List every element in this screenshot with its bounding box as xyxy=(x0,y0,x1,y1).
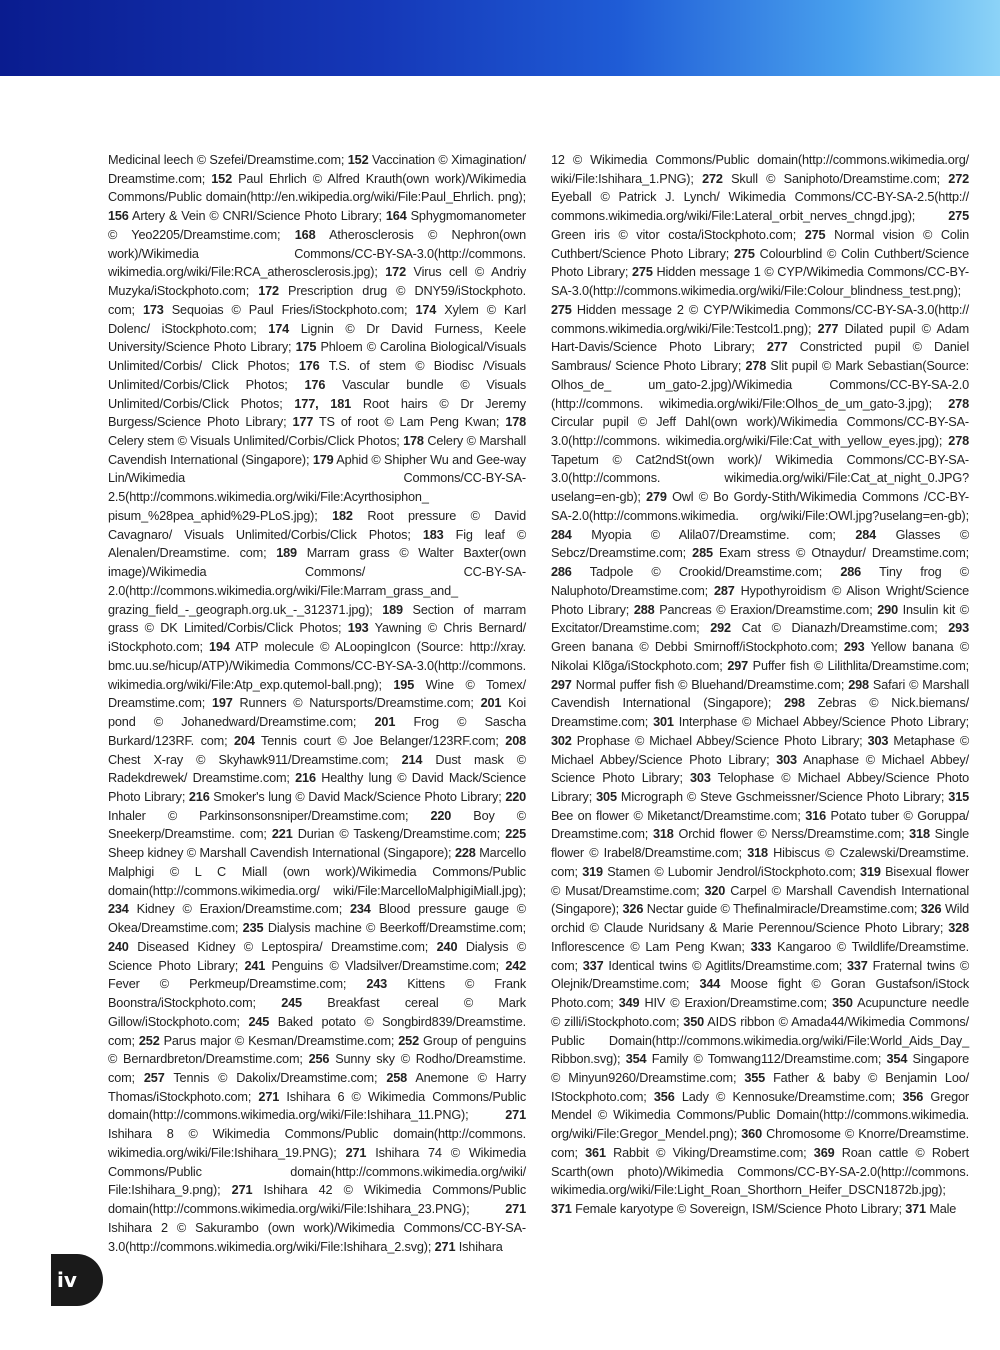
credit-page-number: 221 xyxy=(271,827,293,842)
credit-text: Sphygmomanometer © Yeo2205/Dreamstime.com; xyxy=(108,209,526,242)
credit-page-number: 178 xyxy=(403,434,424,449)
credit-page-number: 284 xyxy=(855,527,877,542)
credit-text: Nectar guide © Thefinalmiracle/Dreamstime.com; xyxy=(646,902,918,917)
credit-page-number: 301 xyxy=(653,715,674,730)
credit-text: Durian © Taskeng/Dreamstime.com; xyxy=(297,827,501,842)
credit-page-number: 337 xyxy=(582,958,604,973)
credit-page-number: 257 xyxy=(143,1070,165,1085)
credit-text: Ishihara xyxy=(458,1239,503,1254)
credit-page-number: 277 xyxy=(766,340,788,355)
credit-text: Roan cattle © Robert Scarth(own photo)/Wikimedia Commons/CC-BY-SA-2.0(http://commons. wikimedia.org/wiki/File:Light_Roan_Shorthorn_Heifer_DSCN1872b.jpg); xyxy=(551,1145,970,1198)
credit-text: Tadpole © Crookid/Dreamstime.com; xyxy=(589,565,823,580)
credit-page-number: 275 xyxy=(948,209,969,224)
credit-text: Healthy lung © David Mack/Science Photo Library; xyxy=(108,771,526,804)
credit-text: Chromosome © Knorre/Dreamstime. com; xyxy=(551,1127,970,1160)
credit-page-number: 356 xyxy=(653,1089,675,1104)
credit-page-number: 241 xyxy=(244,958,266,973)
credit-text: Medicinal leech © Szefei/Dreamstime.com; xyxy=(108,153,345,167)
credit-entry xyxy=(653,715,969,729)
credit-page-number: 360 xyxy=(741,1127,762,1142)
credit-text: Prophase © Michael Abbey/Science Photo Library; xyxy=(576,733,863,748)
credit-text: Orchid flower © Nerss/Dreamstime.com; xyxy=(678,827,905,842)
credit-text: Ishihara 74 © Wikimedia Commons/Public domain(http://commons.wikimedia.org/wiki/ File:Ishihara_9.png); xyxy=(108,1145,526,1198)
credit-entry xyxy=(551,565,822,579)
credit-entry xyxy=(653,827,904,841)
credit-text: Tennis © Dakolix/Dreamstime.com; xyxy=(173,1070,378,1085)
credit-text: Blood pressure gauge © Okea/Dreamstime.com; xyxy=(108,902,526,936)
credit-entry xyxy=(654,1090,895,1104)
credit-page-number: 350 xyxy=(683,1014,705,1029)
credit-page-number: 174 xyxy=(268,321,290,336)
credit-entry xyxy=(692,546,969,560)
credit-page-number: 275 xyxy=(551,302,572,317)
credit-page-number: 284 xyxy=(551,527,572,542)
credit-text: Sequoias © Paul Fries/iStockphoto.com; xyxy=(171,302,408,317)
credit-page-number: 272 xyxy=(948,171,970,186)
credit-page-number: 201 xyxy=(374,715,396,730)
credit-text: 12 © Wikimedia Commons/Public domain(http://commons.wikimedia.org/ wiki/File:Ishihara_1.PNG); xyxy=(551,153,969,186)
credit-text: Dialysis machine © Beerkoff/Dreamstime.com; xyxy=(267,921,527,936)
credit-page-number: 194 xyxy=(209,640,230,655)
credit-entry xyxy=(435,1240,503,1254)
credit-page-number: 279 xyxy=(646,490,667,505)
credit-page-number: 197 xyxy=(211,696,233,711)
credit-page-number: 164 xyxy=(385,209,407,224)
credit-text: Green banana © Debbi Smirnoff/iStockphoto.com; xyxy=(551,640,838,655)
credit-text: Metaphase © Michael Abbey/Science Photo Library; xyxy=(551,733,970,767)
credit-page-number: 189 xyxy=(382,602,403,617)
credit-text: Slit pupil © Mark Sebastian(Source: Olhos_de_ um_gato-2.jpg)/Wikimedia Commons/CC-BY-SA-2.0 (http://commons. wikimedia.org/wiki/File:Olhos_de_um_gato-3.jpg); xyxy=(551,359,969,411)
credit-page-number: 176 xyxy=(298,359,320,374)
credit-page-number: 208 xyxy=(505,733,527,748)
credit-text: Singapore © Minyun9260/Dreamstime.com; xyxy=(551,1052,970,1085)
credit-text: Aphid © Shipher Wu and Gee-way Lin/Wikimedia Commons/CC-BY-SA- 2.5(http://commons.wikimedia.org/wiki/File:Acyrthosiphon_ pisum_%28pea_aphid%29-PLoS.jpg); xyxy=(108,452,526,523)
credit-text: Safari © Marshall Cavendish International (Singapore); xyxy=(551,677,970,711)
credit-text: Vascular bundle © Visuals Unlimited/Corbis/Click Photos; xyxy=(108,377,527,411)
credit-entry xyxy=(727,659,969,673)
credit-text: Glasses © Sebcz/Dreamstime.com; xyxy=(551,527,970,561)
credit-entry xyxy=(139,1034,394,1048)
credit-page-number: 369 xyxy=(813,1145,835,1160)
credit-text: Interphase © Michael Abbey/Science Photo Library; xyxy=(678,715,970,730)
credit-page-number: 328 xyxy=(948,921,969,936)
credit-page-number: 350 xyxy=(832,996,853,1011)
credit-text: Normal vision © Colin Cuthbert/Science Photo Library; xyxy=(551,227,970,261)
credit-page-number: 298 xyxy=(784,696,805,711)
credit-text: Skull © Saniphoto/Dreamstime.com; xyxy=(731,171,940,186)
credit-text: Tiny frog © Naluphoto/Dreamstime.com; xyxy=(551,565,969,598)
credit-text: Constricted pupil © Daniel Sambraus/ Science Photo Library; xyxy=(551,340,970,374)
credit-page-number: 275 xyxy=(734,246,755,261)
credit-page-number: 271 xyxy=(434,1239,456,1254)
credit-text: Colourblind © Colin Cuthbert/Science Photo Library; xyxy=(551,246,969,280)
credit-page-number: 354 xyxy=(886,1052,908,1067)
credit-text: Tapetum © Cat2ndSt(own work)/ Wikimedia Commons/CC-BY-SA-3.0(http://commons. wikimedia.org/wiki/File:Cat_at_night_0.JPG?uselang=en-gb); xyxy=(551,452,969,505)
credit-page-number: 182 xyxy=(332,508,353,523)
credit-text: Frog © Sascha Burkard/123RF. com; xyxy=(108,715,527,748)
credit-text: HIV © Eraxion/Dreamstime.com; xyxy=(644,996,828,1011)
credit-entry xyxy=(108,940,428,954)
credit-page-number: 183 xyxy=(422,527,444,542)
credit-text: Lady © Kennosuke/Dreamstime.com; xyxy=(681,1089,896,1104)
credit-page-number: 298 xyxy=(848,677,869,692)
credits-column-left xyxy=(108,151,526,1256)
credit-text: Myopia © Alila07/Dreamstime. com; xyxy=(591,527,836,542)
credit-page-number: 293 xyxy=(843,640,865,655)
credit-text: Insulin kit © Excitator/Dreamstime.com; xyxy=(551,602,970,636)
credit-text: Atherosclerosis © Nephron(own work)/Wikimedia Commons/CC-BY-SA-3.0(http://commons. wikimedia.org/wiki/File:RCA_atherosclerosis.jpg); xyxy=(108,227,526,280)
credit-text: ATP molecule © ALoopingIcon (Source: http://xray. bmc.uu.se/hicup/ATP)/Wikimedia Commons/CC-BY-SA-3.0(http://commons. wikimedia.org/wiki/File:Atp_exp.qutemol-ball.png); xyxy=(108,640,526,692)
credit-page-number: 286 xyxy=(551,565,572,580)
credit-entry xyxy=(710,621,937,635)
credit-page-number: 216 xyxy=(188,789,210,804)
credit-page-number: 271 xyxy=(505,1108,526,1123)
credit-text: Normal puffer fish © Bluehand/Dreamstime.com; xyxy=(575,677,845,692)
credit-text: Marcello Malphigi © L C Miall (own work)/Wikimedia Commons/Public domain(http://commons.wikimedia.org/ wiki/File:MarcelloMalphigiMiall.jpg); xyxy=(108,846,526,898)
credit-page-number: 234 xyxy=(108,902,129,917)
credit-entry xyxy=(189,790,502,804)
credit-page-number: 235 xyxy=(242,921,264,936)
credit-text: Chest X-ray © Skyhawk911/Dreamstime.com; xyxy=(108,752,389,767)
credit-text: Celery stem © Visuals Unlimited/Corbis/Click Photos; xyxy=(108,434,400,449)
credit-entry xyxy=(596,790,944,804)
credit-text: Parus major © Kesman/Dreamstime.com; xyxy=(163,1033,395,1048)
credit-page-number: 256 xyxy=(308,1052,330,1067)
credit-page-number: 245 xyxy=(281,996,302,1011)
credit-text: Penguins © Vladsilver/Dreamstime.com; xyxy=(271,958,500,973)
credit-text: Runners © Natursports/Dreamstime.com; xyxy=(239,696,474,711)
credit-entry xyxy=(108,153,344,167)
credit-text: Dialysis © Science Photo Library; xyxy=(108,939,527,973)
credit-text: Hidden message 1 © CYP/Wikimedia Commons/CC-BY- SA-3.0(http://commons.wikimedia.org/wiki/File:Colour_blindness_test.png); xyxy=(551,265,970,299)
credit-page-number: 178 xyxy=(505,415,527,430)
credit-page-number: 288 xyxy=(633,602,655,617)
credit-text: Wine © Tomex/ Dreamstime.com; xyxy=(108,677,526,711)
credit-page-number: 356 xyxy=(902,1089,924,1104)
credit-entry xyxy=(144,1071,377,1085)
credit-text: Telophase © Michael Abbey/Science Photo Library; xyxy=(551,771,969,804)
credit-entry xyxy=(551,678,844,692)
credit-page-number: 271 xyxy=(505,1202,526,1217)
credit-text: Male xyxy=(929,1202,957,1217)
credit-text: Single flower © Irabel8/Dreamstime.com; xyxy=(551,827,970,861)
credit-text: Owl © Bo Gordy-Stith/Wikimedia Commons /CC-BY-SA-2.0(http://commons.wikimedia. org/wiki/File:OWl.jpg?uselang=en-gb); xyxy=(551,490,970,523)
credit-text: Section of marram grass © DK Limited/Corbis/Click Photos; xyxy=(108,602,526,636)
credit-text: Eyeball © Patrick J. Lynch/ Wikimedia Commons/CC-BY-SA-2.5(http:// commons.wikimedia.org/wiki/File:Lateral_orbit_nerves_chngd.jpg); xyxy=(551,190,969,224)
credit-page-number: 303 xyxy=(690,771,711,786)
credit-entry xyxy=(143,303,407,317)
credit-page-number: 195 xyxy=(393,677,415,692)
credit-text: Bee on flower © Miketanct/Dreamstime.com; xyxy=(551,808,801,823)
credit-text: Inflorescence © Lam Peng Kwan; xyxy=(551,939,745,954)
credit-page-number: 344 xyxy=(699,977,721,992)
credit-page-number: 303 xyxy=(867,733,889,748)
credit-entry xyxy=(582,865,856,879)
credit-page-number: 258 xyxy=(386,1070,408,1085)
credit-text: Green iris © vitor costa/iStockphoto.com; xyxy=(551,227,797,242)
credit-text: Circular pupil © Jeff Dahl(own work)/Wikimedia Commons/CC-BY-SA-3.0(http://commons. wikimedia.org/wiki/File:Cat_with_yellow_eyes.jpg); xyxy=(551,415,969,449)
credit-text: Family © Tomwang112/Dreamstime.com; xyxy=(651,1052,882,1067)
credit-page-number: 240 xyxy=(108,939,129,954)
credit-text: Pancreas © Eraxion/Dreamstime.com; xyxy=(659,602,873,617)
credit-page-number: 204 xyxy=(234,733,255,748)
credit-page-number: 337 xyxy=(847,958,868,973)
credit-text: Inhaler © Parkinsonsonsniper/Dreamstime.com; xyxy=(108,808,409,823)
credit-page-number: 326 xyxy=(920,902,942,917)
credit-text: Identical twins © Agitlits/Dreamstime.com; xyxy=(608,958,843,973)
credit-page-number: 252 xyxy=(138,1033,160,1048)
credit-page-number: 320 xyxy=(704,883,726,898)
credit-text: Kittens © Frank Boonstra/iStockphoto.com; xyxy=(108,977,527,1011)
credit-text: AIDS ribbon © Amada44/Wikimedia Commons/ Public Domain(http://commons.wikimedia.org/wiki/File:World_Aids_Day_ Ribbon.svg); xyxy=(551,1014,969,1067)
credit-page-number: 252 xyxy=(398,1033,419,1048)
credit-text: Anaphase © Michael Abbey/ Science Photo Library; xyxy=(551,752,969,786)
credit-text: Micrograph © Steve Gschmeissner/Science Photo Library; xyxy=(620,789,945,804)
credit-page-number: 234 xyxy=(350,902,371,917)
credit-page-number: 297 xyxy=(551,677,572,692)
credit-page-number: 242 xyxy=(505,958,527,973)
credit-entry xyxy=(108,209,382,223)
credit-page-number: 152 xyxy=(211,171,232,186)
credit-page-number: 326 xyxy=(622,902,644,917)
credit-text: Moose fight © Goran Gustafson/iStock Photo.com; xyxy=(551,977,970,1011)
credit-text: Bisexual flower © Musat/Dreamstime.com; xyxy=(551,864,970,898)
credit-text: Dust mask © Radekdrewek/ Dreamstime.com; xyxy=(108,752,527,786)
header-color-band xyxy=(0,0,1000,76)
credit-page-number: 168 xyxy=(294,227,316,242)
credit-text: Artery & Vein © CNRI/Science Photo Library; xyxy=(132,209,382,224)
credit-page-number: 179 xyxy=(312,452,334,467)
credit-text: Boy © Sneekerp/Dreamstime. com; xyxy=(108,808,526,842)
credit-text: Breakfast cereal © Mark Gillow/iStockphoto.com; xyxy=(108,996,526,1029)
credit-text: Prescription drug © DNY59/iStockphoto. com; xyxy=(108,284,527,317)
credit-page-number: 318 xyxy=(747,846,768,861)
page-number: iv xyxy=(57,1268,77,1292)
credit-page-number: 371 xyxy=(551,1202,572,1217)
credit-text: Anemone © Harry Thomas/iStockphoto.com; xyxy=(108,1070,527,1104)
credit-text: Root pressure © David Cavagnaro/ Visuals Unlimited/Corbis/Click Photos; xyxy=(108,508,527,542)
credit-text: Ishihara 6 © Wikimedia Commons/Public domain(http://commons.wikimedia.org/wiki/File:Ishihara_11.PNG); xyxy=(108,1089,527,1123)
credit-page-number: 354 xyxy=(625,1052,647,1067)
credit-entry xyxy=(234,734,499,748)
credit-text: Acupuncture needle © zilli/iStockphoto.com; xyxy=(551,996,970,1029)
credit-text: Wild orchid © Claude Nuridsany & Marie Perennou/Science Photo Library; xyxy=(551,902,970,936)
credit-page-number: 319 xyxy=(582,864,603,879)
credit-text: T.S. of stem © Biodisc /Visuals Unlimited/Corbis/Click Photos; xyxy=(108,359,526,392)
credit-page-number: 305 xyxy=(596,789,617,804)
credit-page-number: 173 xyxy=(142,302,164,317)
credit-text: Virus cell © Andriy Muzyka/iStockphoto.com; xyxy=(108,265,527,299)
credit-text: Zebras © Nick.biemans/ Dreamstime.com; xyxy=(551,696,970,730)
credit-text: Puffer fish © Lilithlita/Dreamstime.com; xyxy=(752,658,969,673)
credit-page-number: 293 xyxy=(948,621,969,636)
credit-entry xyxy=(108,902,342,916)
credit-entry xyxy=(292,415,499,429)
credit-entry xyxy=(634,603,873,617)
credit-text: Ishihara 42 © Wikimedia Commons/Public domain(http://commons.wikimedia.org/wiki/File:Ishihara_23.PNG); xyxy=(108,1183,527,1217)
credit-text: Hidden message 2 © CYP/Wikimedia Commons/CC-BY-SA-3.0(http:// commons.wikimedia.org/wiki/File:Testcol1.png); xyxy=(551,302,969,336)
credit-text: Cat © Dianazh/Dreamstime.com; xyxy=(741,621,938,636)
credit-text: TS of root © Lam Peng Kwan; xyxy=(318,415,500,430)
credit-page-number: 271 xyxy=(345,1145,367,1160)
credit-text: Xylem © Karl Dolenc/ iStockphoto.com; xyxy=(108,302,527,336)
credit-page-number: 292 xyxy=(710,621,731,636)
credit-text: Rabbit © Viking/Dreamstime.com; xyxy=(613,1145,807,1160)
credit-page-number: 290 xyxy=(877,602,898,617)
credit-page-number: 152 xyxy=(347,153,369,167)
credit-text: Celery © Marshall Cavendish International (Singapore); xyxy=(108,434,526,467)
credit-page-number: 174 xyxy=(415,302,437,317)
credit-text: Fig leaf © Alenalen/Dreamstime. com; xyxy=(108,527,527,561)
credit-text: Kidney © Eraxion/Dreamstime.com; xyxy=(136,902,343,917)
credit-entry xyxy=(619,996,827,1010)
credit-text: Marram grass © Walter Baxter(own image)/Wikimedia Commons/ CC-BY-SA-2.0(http://commons.wikimedia.org/wiki/File:Marram_grass_and_ grazing_field_-_geograph.org.uk_-_312371.jpg); xyxy=(108,546,526,617)
credit-page-number: 172 xyxy=(385,265,406,280)
credit-page-number: 371 xyxy=(905,1202,926,1217)
credit-text: Root hairs © Dr Jeremy Burgess/Science Photo Library; xyxy=(108,396,526,430)
credit-page-number: 361 xyxy=(585,1145,606,1160)
credit-text: Paul Ehrlich © Alfred Krauth(own work)/Wikimedia Commons/Public domain(http://en.wikipedia.org/wiki/File:Paul_Ehrlich. png); xyxy=(108,171,527,205)
credit-page-number: 156 xyxy=(108,209,129,224)
credit-text: Hibiscus © Czalewski/Dreamstime. com; xyxy=(551,846,970,879)
credit-page-number: 243 xyxy=(366,977,388,992)
credit-page-number: 225 xyxy=(505,827,526,842)
credits-column-right xyxy=(551,151,969,1219)
credit-text: Ishihara 8 © Wikimedia Commons/Public domain(http://commons. wikimedia.org/wiki/File:Ishihara_19.PNG); xyxy=(108,1127,526,1160)
credit-page-number: 302 xyxy=(551,733,572,748)
credit-page-number: 303 xyxy=(776,752,797,767)
credit-page-number: 319 xyxy=(860,864,881,879)
credit-entry xyxy=(583,959,842,973)
credit-entry xyxy=(626,1052,882,1066)
credit-page-number: 201 xyxy=(480,696,502,711)
credit-page-number: 175 xyxy=(295,340,317,355)
credit-page-number: 275 xyxy=(632,265,653,280)
credit-text: Kangaroo © Twildlife/Dreamstime. com; xyxy=(551,939,969,973)
credit-page-number: 172 xyxy=(258,284,279,299)
credit-text: Smoker's lung © David Mack/Science Photo Library; xyxy=(213,789,502,804)
credit-entry xyxy=(243,921,526,935)
credit-page-number: 271 xyxy=(231,1183,253,1198)
credit-text: Diseased Kidney © Leptospira/ Dreamstime.com; xyxy=(137,939,429,954)
credit-text: Vaccination © Ximagination/ Dreamstime.com; xyxy=(108,153,527,186)
credit-entry xyxy=(702,172,940,186)
credit-page-number: 220 xyxy=(430,808,452,823)
credit-entry xyxy=(551,1202,902,1216)
credit-text: Sheep kidney © Marshall Cavendish International (Singapore); xyxy=(108,846,452,861)
credit-entry xyxy=(585,1146,806,1160)
credit-text: Tennis court © Joe Belanger/123RF.com; xyxy=(261,733,499,748)
credit-page-number: 240 xyxy=(436,939,458,954)
credit-page-number: 176 xyxy=(304,377,326,392)
credit-text: Group of penguins © Bernardbreton/Dreamstime.com; xyxy=(108,1033,527,1067)
credit-page-number: 315 xyxy=(948,789,970,804)
credit-text: Gregor Mendel © Wikimedia Commons/Public Domain(http://commons.wikimedia. org/wiki/File:Gregor_Mendel.png); xyxy=(551,1089,970,1142)
page-number-tab xyxy=(51,1254,103,1306)
credit-text: Fraternal twins © Olejnik/Dreamstime.com; xyxy=(551,958,970,992)
credit-page-number: 278 xyxy=(948,434,970,449)
credit-entry xyxy=(551,528,836,542)
credit-page-number: 318 xyxy=(909,827,930,842)
credit-page-number: 278 xyxy=(948,396,969,411)
credit-text: Lignin © Dr David Furness, Keele University/Science Photo Library; xyxy=(108,321,527,355)
credit-page-number: 177 xyxy=(292,415,314,430)
credit-page-number: 271 xyxy=(258,1089,280,1104)
credit-text: Yawning © Chris Bernard/ iStockphoto.com; xyxy=(108,621,527,655)
credit-page-number: 189 xyxy=(276,546,297,561)
credit-page-number: 349 xyxy=(618,996,640,1011)
credit-text: Ishihara 2 © Sakurambo (own work)/Wikimedia Commons/CC-BY-SA- 3.0(http://commons.wikimedia.org/wiki/File:Ishihara_2.svg); xyxy=(108,1220,526,1254)
credit-text: Hypothyroidism © Alison Wright/Science Photo Library; xyxy=(551,583,969,617)
credit-page-number: 220 xyxy=(505,789,527,804)
credit-page-number: 277 xyxy=(817,321,839,336)
credit-page-number: 275 xyxy=(804,227,826,242)
credit-page-number: 287 xyxy=(713,583,735,598)
credit-text: Fever © Perkmeup/Dreamstime.com; xyxy=(108,977,347,992)
credit-entry xyxy=(272,827,500,841)
credit-entry xyxy=(551,734,863,748)
credit-page-number: 177, 181 xyxy=(294,396,352,411)
credit-page-number: 316 xyxy=(805,808,826,823)
credit-page-number: 297 xyxy=(727,658,749,673)
credit-page-number: 245 xyxy=(248,1014,270,1029)
credit-page-number: 333 xyxy=(750,939,772,954)
credit-page-number: 285 xyxy=(692,546,713,561)
credit-text: Baked potato © Songbird839/Dreamstime. com; xyxy=(108,1014,527,1048)
credit-entry xyxy=(244,959,499,973)
credit-entry xyxy=(623,902,918,916)
credit-text: Stamen © Lubomir Jendrol/iStockphoto.com; xyxy=(607,864,856,879)
credit-page-number: 193 xyxy=(347,621,369,636)
credit-text: Father & baby © Benjamin Loo/ IStockphoto.com; xyxy=(551,1070,970,1104)
credit-page-number: 286 xyxy=(840,565,862,580)
credit-text: Exam stress © Otnaydur/ Dreamstime.com; xyxy=(719,546,969,561)
credit-entry xyxy=(905,1202,956,1216)
credit-text: Sunny sky © Rodho/Dreamstime. com; xyxy=(108,1052,527,1085)
credit-text: Phloem © Carolina Biological/Visuals Unlimited/Corbis/ Click Photos; xyxy=(108,340,527,374)
credit-entry xyxy=(212,696,474,710)
credit-page-number: 278 xyxy=(745,359,767,374)
credit-page-number: 216 xyxy=(295,771,316,786)
credit-text: Carpel © Marshall Cavendish International (Singapore); xyxy=(551,883,970,917)
credit-page-number: 214 xyxy=(401,752,423,767)
credit-text: Potato tuber © Goruppa/ Dreamstime.com; xyxy=(551,808,969,842)
credit-page-number: 318 xyxy=(652,827,674,842)
credit-text: Female karyotype © Sovereign, ISM/Science Photo Library; xyxy=(575,1202,902,1217)
credit-page-number: 228 xyxy=(454,846,476,861)
credit-text: Yellow banana © Nikolai Klõga/iStockphoto.com; xyxy=(551,640,970,673)
credit-text: Dilated pupil © Adam Hart-Davis/Science Photo Library; xyxy=(551,321,970,355)
credit-page-number: 272 xyxy=(702,171,723,186)
credit-text: Koi pond © Johanedward/Dreamstime.com; xyxy=(108,696,527,730)
credit-page-number: 355 xyxy=(744,1070,766,1085)
